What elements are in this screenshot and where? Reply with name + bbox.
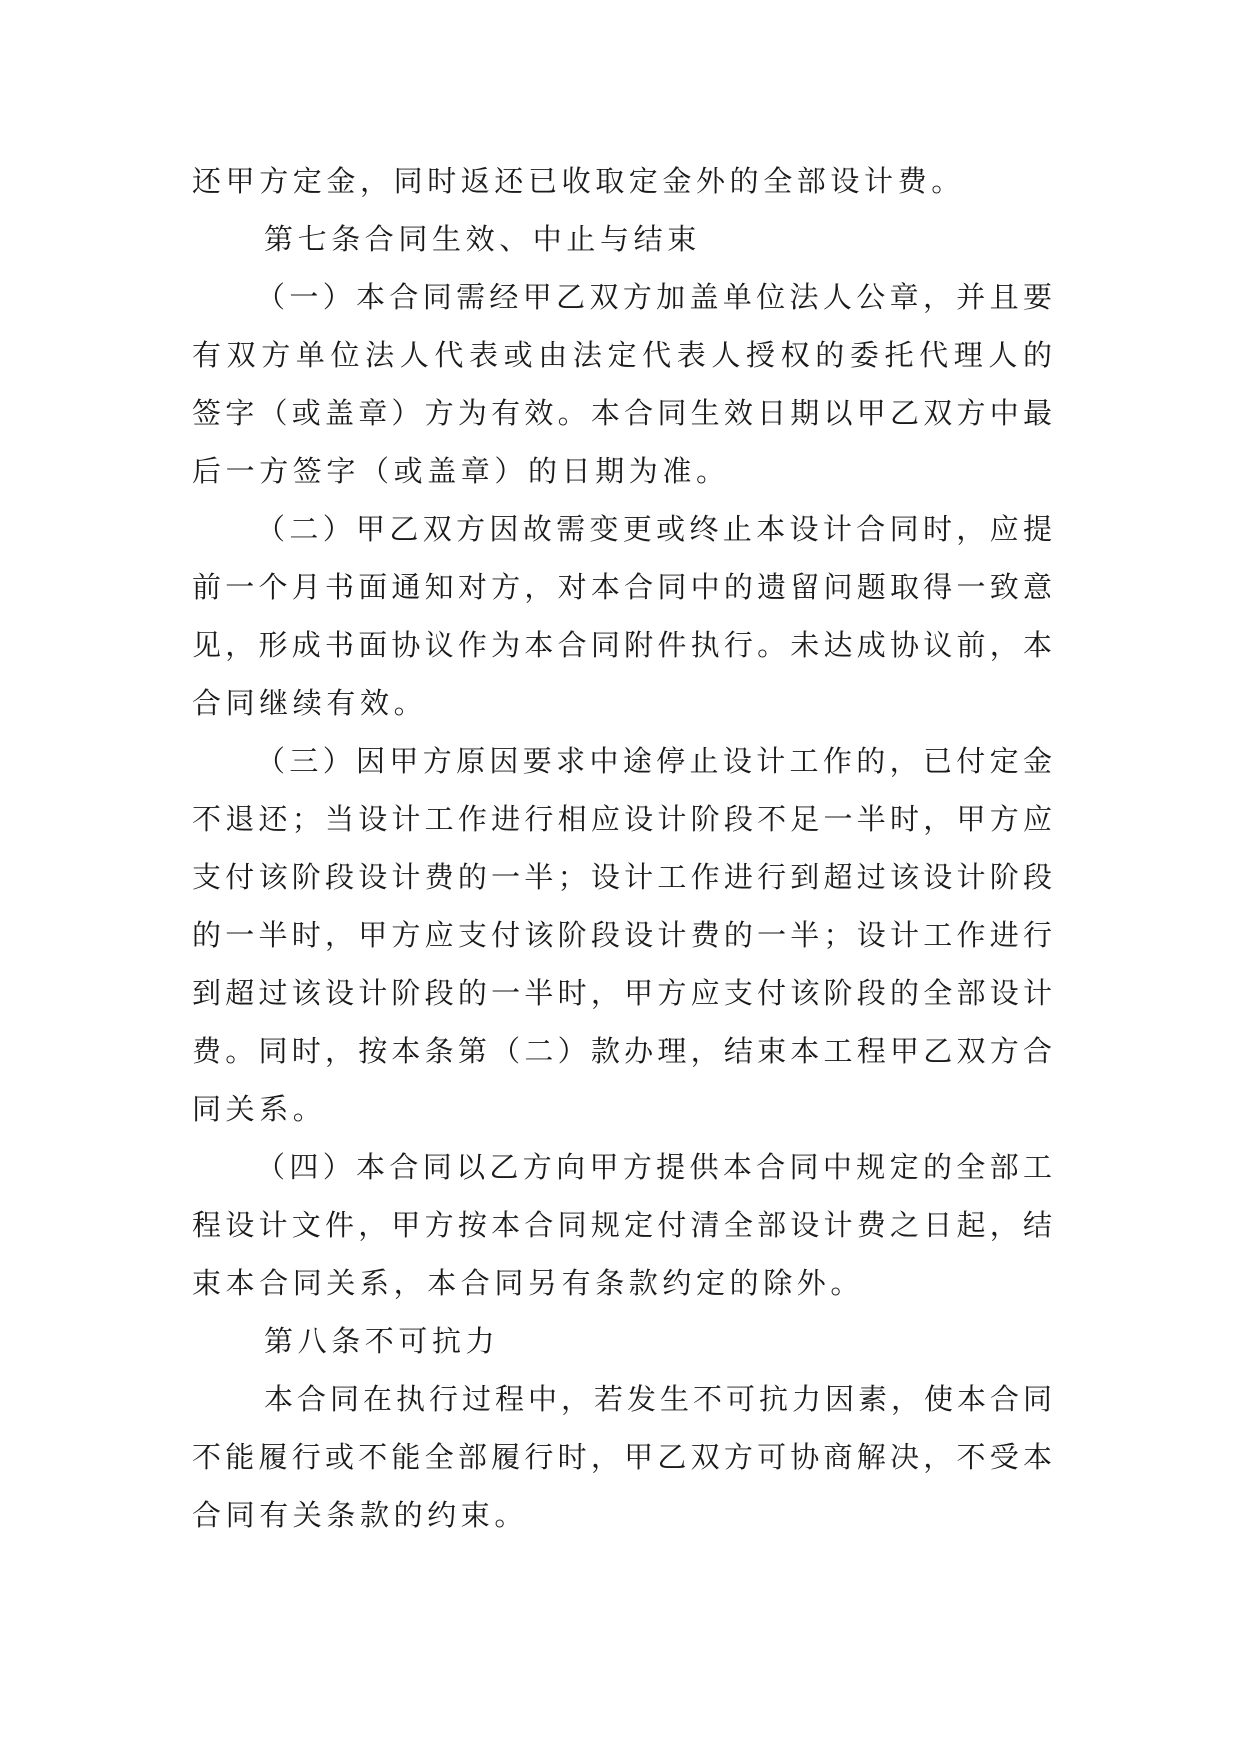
article-8-heading: 第八条不可抗力 [264, 1324, 500, 1358]
text-line: （二）甲乙双方因故需变更或终止本设计合同时，应提 [256, 512, 1052, 546]
text-line: （三）因甲方原因要求中途停止设计工作的，已付定金 [256, 744, 1052, 778]
text-line: 的一半时，甲方应支付该阶段设计费的一半；设计工作进行 [192, 918, 1052, 952]
article-7-heading: 第七条合同生效、中止与结束 [264, 222, 701, 256]
text-line: 不退还；当设计工作进行相应设计阶段不足一半时，甲方应 [192, 802, 1052, 836]
text-line: 签字（或盖章）方为有效。本合同生效日期以甲乙双方中最 [192, 396, 1052, 430]
text-line: 前一个月书面通知对方，对本合同中的遗留问题取得一致意 [192, 570, 1052, 604]
text-line: 到超过该设计阶段的一半时，甲方应支付该阶段的全部设计 [192, 976, 1052, 1010]
text-line: 合同有关条款的约束。 [192, 1498, 529, 1532]
text-line: 程设计文件，甲方按本合同规定付清全部设计费之日起，结 [192, 1208, 1052, 1242]
text-line: 还甲方定金，同时返还已收取定金外的全部设计费。 [192, 164, 965, 198]
text-line: （四）本合同以乙方向甲方提供本合同中规定的全部工 [256, 1150, 1052, 1184]
text-line: 支付该阶段设计费的一半；设计工作进行到超过该设计阶段 [192, 860, 1052, 894]
text-line: 本合同在执行过程中，若发生不可抗力因素，使本合同 [264, 1382, 1052, 1416]
text-line: 束本合同关系，本合同另有条款约定的除外。 [192, 1266, 865, 1300]
document-page [192, 152, 1052, 1544]
text-line: 同关系。 [192, 1092, 327, 1126]
text-line: （一）本合同需经甲乙双方加盖单位法人公章，并且要 [256, 280, 1052, 314]
text-line: 不能履行或不能全部履行时，甲乙双方可协商解决，不受本 [192, 1440, 1052, 1474]
text-line: 见，形成书面协议作为本合同附件执行。未达成协议前，本 [192, 628, 1052, 662]
text-line: 有双方单位法人代表或由法定代表人授权的委托代理人的 [192, 338, 1052, 372]
text-line: 后一方签字（或盖章）的日期为准。 [192, 454, 730, 488]
text-line: 合同继续有效。 [192, 686, 428, 720]
text-line: 费。同时，按本条第（二）款办理，结束本工程甲乙双方合 [192, 1034, 1052, 1068]
